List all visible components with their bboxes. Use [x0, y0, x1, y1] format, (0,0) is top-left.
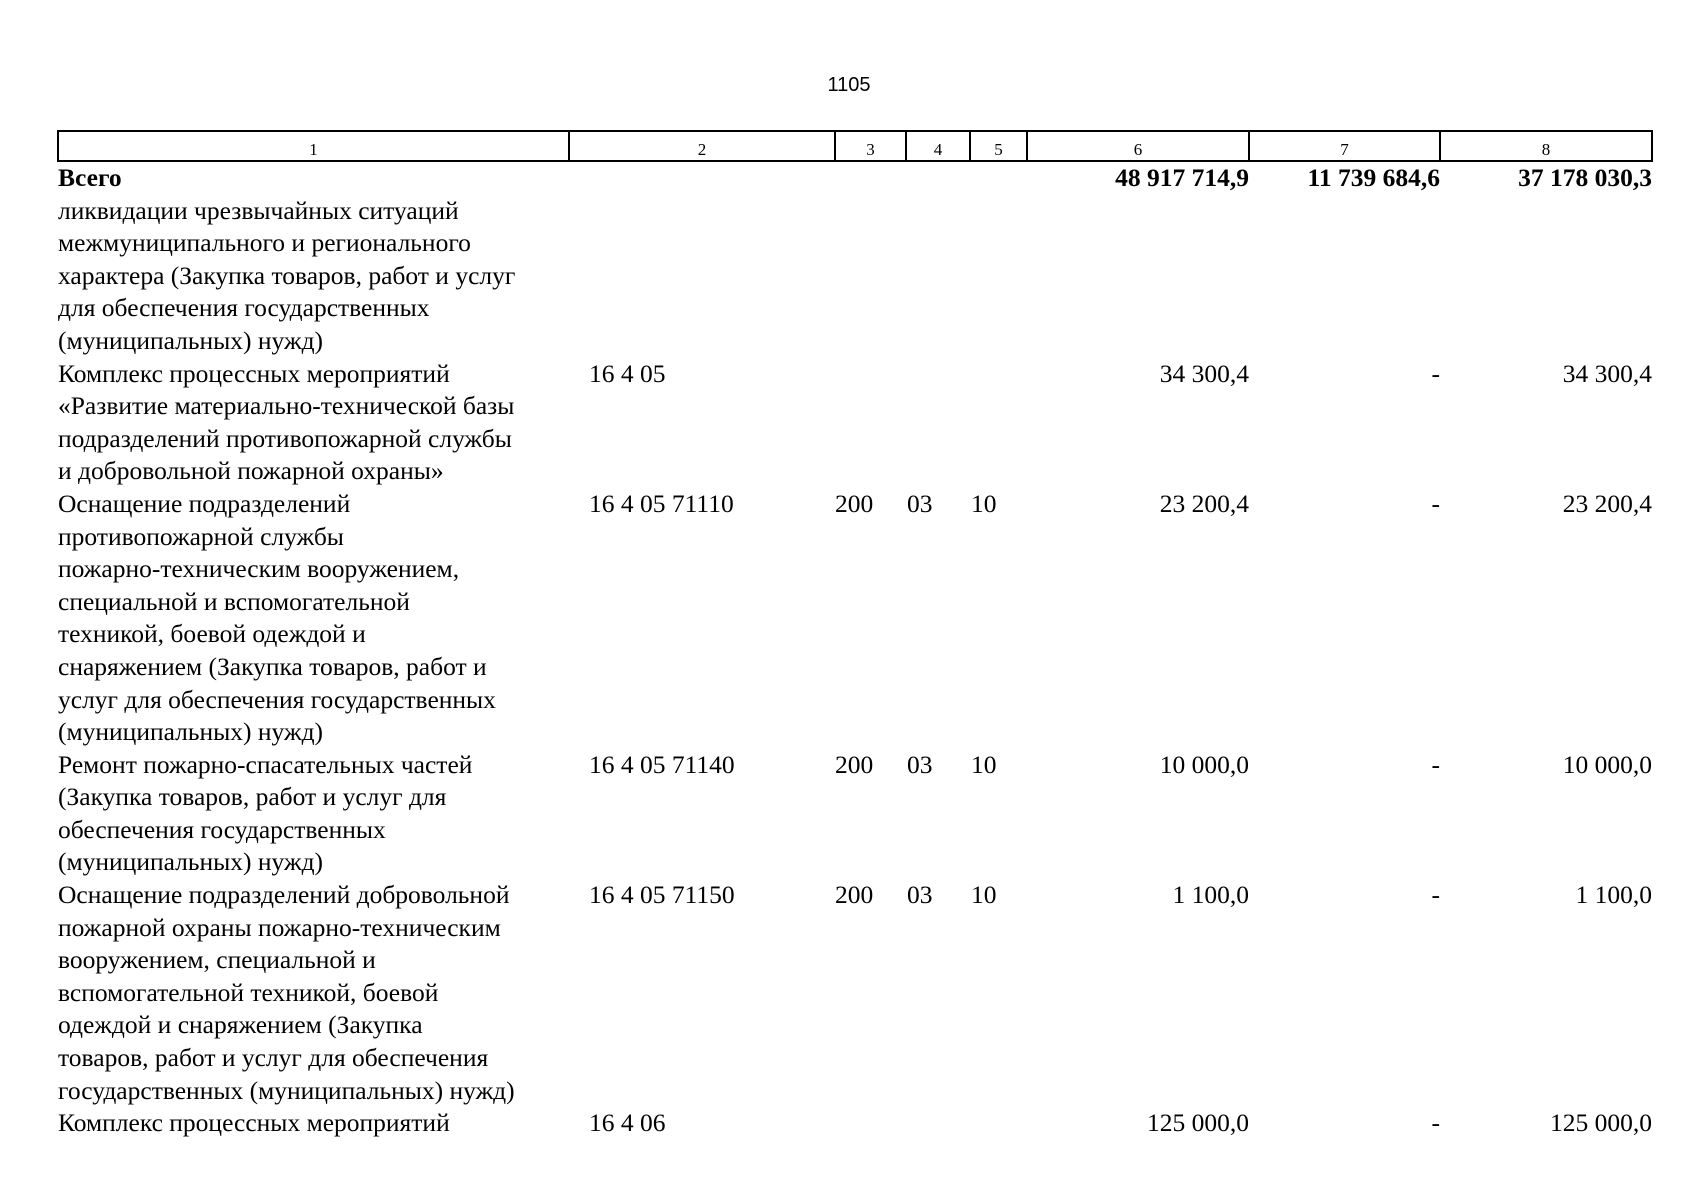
table-row — [58, 358, 1652, 488]
row-section: 03 — [907, 749, 933, 779]
column-header-3: 3 — [835, 131, 906, 161]
row-expense-type: 200 — [835, 488, 874, 518]
row-amount-regional: 125 000,0 — [1550, 1108, 1652, 1138]
row-amount-federal: - — [1431, 880, 1440, 910]
row-expense-type — [835, 195, 906, 358]
row-amount-total: 1 100,0 — [1172, 880, 1249, 910]
row-name: Всего — [58, 163, 122, 192]
row-amount-federal: - — [1431, 488, 1440, 518]
row-amount-total: 125 000,0 — [1147, 1108, 1249, 1138]
row-name: Ремонт пожарно-спасательных частей (Закупка товаров, работ и услуг для обеспечения государственных (муниципальных) нужд) — [58, 749, 473, 877]
row-amount-regional: 23 200,4 — [1562, 488, 1652, 518]
row-code: 16 4 05 71110 — [589, 488, 734, 518]
row-amount-regional: 37 178 030,3 — [1518, 163, 1652, 192]
row-subsection — [970, 195, 1027, 358]
row-amount-federal: - — [1431, 358, 1440, 388]
row-code: 16 4 06 — [589, 1108, 666, 1138]
row-subsection: 10 — [971, 880, 997, 910]
column-header-2: 2 — [569, 131, 835, 161]
row-subsection — [970, 358, 1027, 488]
row-name: Комплекс процессных мероприятий «Развитие материально-технической базы подразделений противопожарной службы и добровольной пожарной охраны» — [58, 358, 515, 486]
row-section: 03 — [907, 488, 933, 518]
row-name: Оснащение подразделений добровольной пожарной охраны пожарно-техническим вооружением, специальной и вспомогательной техникой, боевой одеждой и снаряжением (Закупка товаров, работ и услуг для обеспечения государственных (муниципальных) нужд) — [58, 880, 515, 1105]
row-code: 16 4 05 71140 — [589, 749, 735, 779]
column-number-header — [58, 131, 1652, 161]
row-section — [906, 195, 970, 358]
row-subsection: 10 — [971, 749, 997, 779]
column-header-7: 7 — [1249, 131, 1440, 161]
table-row — [58, 488, 1652, 749]
row-section — [906, 358, 970, 488]
row-amount-federal: 11 739 684,6 — [1307, 163, 1440, 192]
row-name: Оснащение подразделений противопожарной службы пожарно-техническим вооружением, специальной и вспомогательной техникой, боевой одеждой и снаряжением (Закупка товаров, работ и услуг для обеспечения государственных (муниципальных) нужд) — [58, 488, 496, 747]
row-amount-regional: 34 300,4 — [1562, 358, 1652, 388]
row-amount-regional: 10 000,0 — [1562, 749, 1652, 779]
table-row — [58, 749, 1652, 879]
column-header-4: 4 — [906, 131, 970, 161]
row-amount-total: 48 917 714,9 — [1115, 163, 1249, 192]
row-subsection: 10 — [971, 488, 997, 518]
column-header-1: 1 — [58, 131, 569, 161]
row-subsection — [970, 1107, 1027, 1140]
row-name: Комплекс процессных мероприятий — [58, 1108, 450, 1138]
row-section: 03 — [907, 880, 933, 910]
row-amount-regional: 1 100,0 — [1575, 880, 1652, 910]
row-amount-total: 34 300,4 — [1159, 358, 1249, 388]
row-code — [569, 195, 835, 358]
page-number: 1105 — [827, 74, 871, 96]
row-section — [906, 1107, 970, 1140]
row-amount-federal: - — [1431, 749, 1440, 779]
row-expense-type: 200 — [835, 880, 874, 910]
row-code — [569, 161, 835, 195]
row-expense-type: 200 — [835, 749, 874, 779]
table-row — [58, 879, 1652, 1107]
table-row — [58, 1107, 1652, 1140]
row-amount-regional — [1440, 195, 1652, 358]
row-section — [906, 161, 970, 195]
column-header-5: 5 — [970, 131, 1027, 161]
table-row-total — [58, 161, 1652, 195]
row-expense-type — [835, 358, 906, 488]
table-row — [58, 195, 1652, 358]
column-header-8: 8 — [1440, 131, 1652, 161]
row-expense-type — [835, 161, 906, 195]
row-amount-federal — [1249, 195, 1440, 358]
column-header-6: 6 — [1027, 131, 1249, 161]
row-code: 16 4 05 — [589, 358, 666, 388]
row-subsection — [970, 161, 1027, 195]
budget-table — [57, 130, 1653, 1140]
row-amount-total: 10 000,0 — [1159, 749, 1249, 779]
row-amount-federal: - — [1431, 1108, 1440, 1138]
row-expense-type — [835, 1107, 906, 1140]
row-code: 16 4 05 71150 — [589, 880, 735, 910]
row-amount-total — [1027, 195, 1249, 358]
row-amount-total: 23 200,4 — [1159, 488, 1249, 518]
row-name: ликвидации чрезвычайных ситуаций межмуниципального и регионального характера (Закупка товаров, работ и услуг для обеспечения государственных (муниципальных) нужд) — [58, 195, 516, 355]
